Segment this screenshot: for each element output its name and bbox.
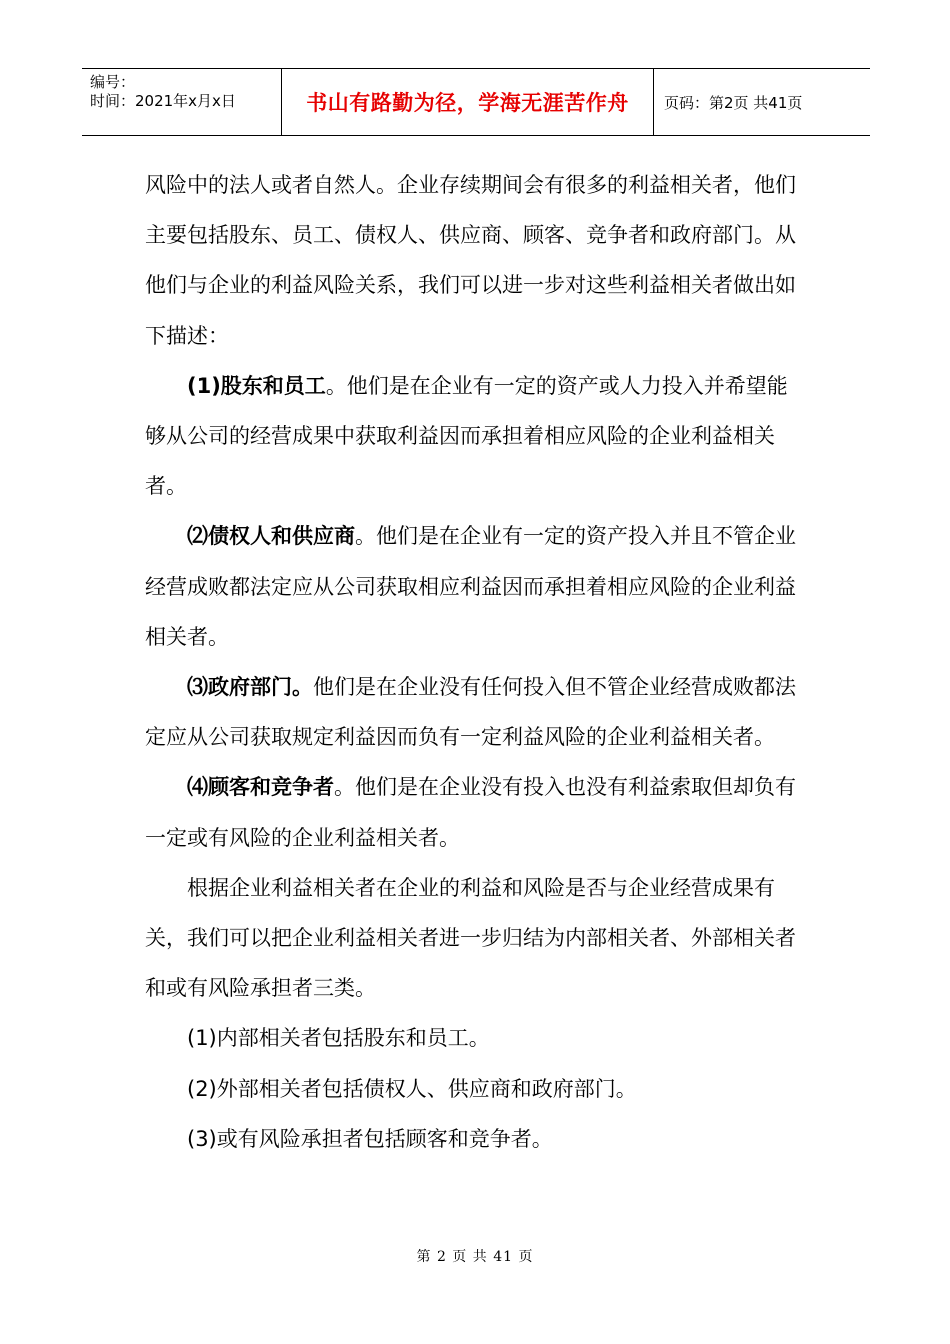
- paragraph-classification: 根据企业利益相关者在企业的利益和风险是否与企业经营成果有关，我们可以把企业利益相关者进一步归结为内部相关者、外部相关者和或有风险承担者三类。: [145, 875, 796, 1001]
- paragraph-item-2: [145, 511, 807, 662]
- document-body: [145, 160, 807, 1164]
- item-3-text: 他们是在企业没有任何投入但不管企业经营成败都法定应从公司获取规定利益因而负有一定利益风险的企业利益相关者。: [145, 675, 796, 750]
- page-header: [82, 68, 870, 136]
- header-motto: 书山有路勤为径，学海无涯苦作舟: [282, 69, 654, 135]
- paragraph-item-3: [145, 662, 807, 762]
- list-item-external: (2)外部相关者包括债权人、供应商和政府部门。: [187, 1076, 637, 1101]
- paragraph-item-4: [145, 762, 807, 862]
- document-date-label: 时间：2021年x月x日: [90, 92, 236, 110]
- item-1-title: (1)股东和员工: [187, 373, 326, 398]
- header-page-info: 页码：第2页 共41页: [664, 93, 803, 112]
- item-4-title: ⑷顾客和竞争者: [187, 775, 334, 800]
- header-meta-cell: [82, 69, 282, 135]
- item-3-title: ⑶政府部门。: [187, 675, 313, 700]
- paragraph-intro: 风险中的法人或者自然人。企业存续期间会有很多的利益相关者，他们主要包括股东、员工、债权人、供应商、顾客、竞争者和政府部门。从他们与企业的利益风险关系，我们可以进一步对这些利益相关者做出如下描述：: [145, 173, 796, 348]
- paragraph-item-1: [145, 361, 807, 512]
- page-footer: 第 2 页 共 41 页: [416, 1249, 534, 1265]
- item-2-title: ⑵债权人和供应商: [187, 524, 355, 549]
- list-item-internal: (1)内部相关者包括股东和员工。: [187, 1026, 490, 1051]
- document-number-label: 编号：: [90, 73, 136, 91]
- item-4-text: 。他们是在企业没有投入也没有利益索取但却负有一定或有风险的企业利益相关者。: [145, 775, 796, 850]
- item-2-text: 。他们是在企业有一定的资产投入并且不管企业经营成败都法定应从公司获取相应利益因而承担着相应风险的企业利益相关者。: [145, 524, 796, 649]
- list-item-contingent: (3)或有风险承担者包括顾客和竞争者。: [187, 1126, 553, 1151]
- item-1-text: 。他们是在企业有一定的资产或人力投入并希望能够从公司的经营成果中获取利益因而承担着相应风险的企业利益相关者。: [145, 373, 788, 499]
